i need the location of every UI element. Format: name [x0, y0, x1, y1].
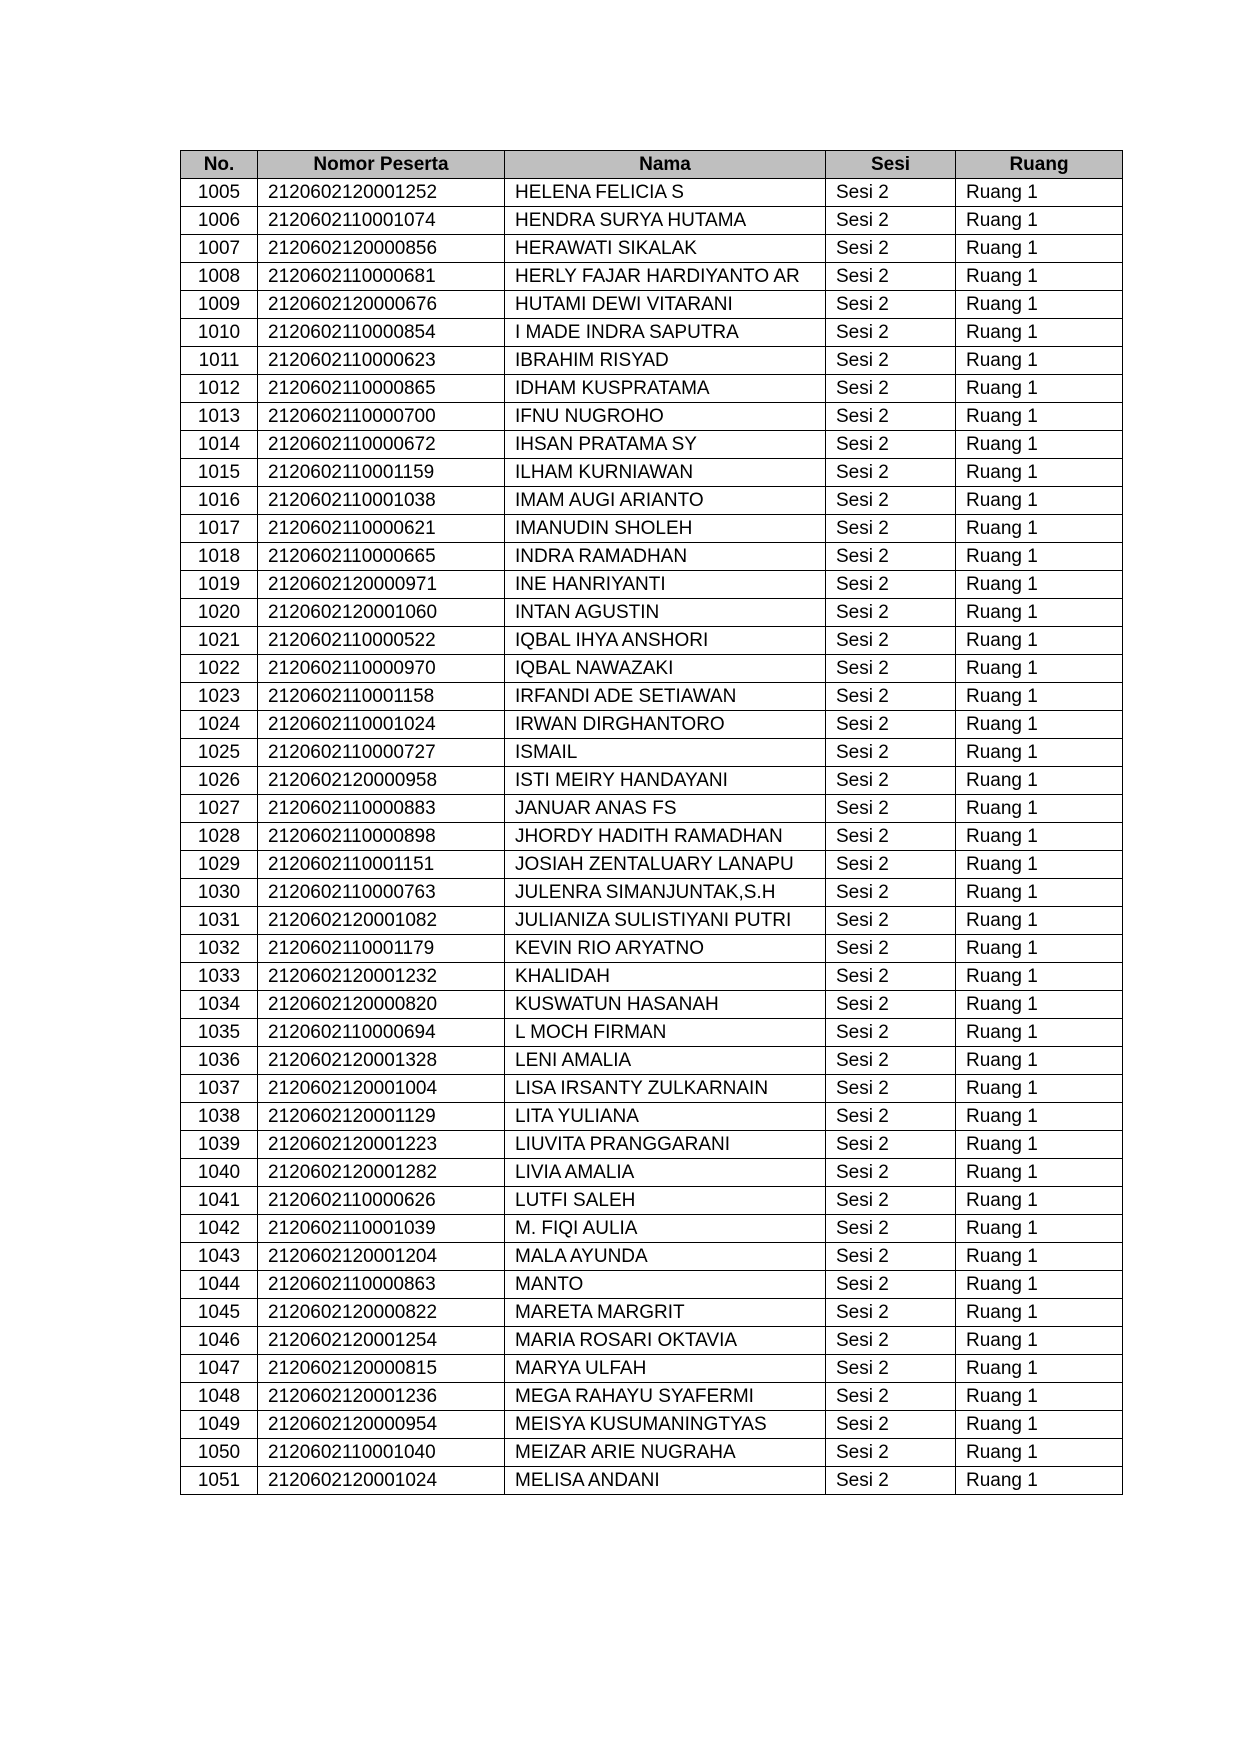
cell-sesi: Sesi 2: [826, 1159, 956, 1187]
cell-no: 1033: [181, 963, 258, 991]
cell-nama: HENDRA SURYA HUTAMA: [505, 207, 826, 235]
cell-sesi: Sesi 2: [826, 683, 956, 711]
cell-nomor-peserta: 2120602120001328: [258, 1047, 505, 1075]
cell-sesi: Sesi 2: [826, 795, 956, 823]
cell-nama: KHALIDAH: [505, 963, 826, 991]
cell-nomor-peserta: 2120602120000822: [258, 1299, 505, 1327]
cell-sesi: Sesi 2: [826, 319, 956, 347]
table-row: [181, 991, 1123, 1019]
cell-nama: MANTO: [505, 1271, 826, 1299]
cell-nama: IMAM AUGI ARIANTO: [505, 487, 826, 515]
cell-nama: IDHAM KUSPRATAMA: [505, 375, 826, 403]
cell-nomor-peserta: 2120602110000621: [258, 515, 505, 543]
table-row: [181, 879, 1123, 907]
cell-sesi: Sesi 2: [826, 1439, 956, 1467]
table-row: [181, 375, 1123, 403]
table-row: [181, 1411, 1123, 1439]
cell-sesi: Sesi 2: [826, 739, 956, 767]
cell-nama: INE HANRIYANTI: [505, 571, 826, 599]
cell-ruang: Ruang 1: [956, 571, 1123, 599]
cell-nama: JULIANIZA SULISTIYANI PUTRI: [505, 907, 826, 935]
cell-nomor-peserta: 2120602110000626: [258, 1187, 505, 1215]
cell-ruang: Ruang 1: [956, 235, 1123, 263]
cell-ruang: Ruang 1: [956, 1243, 1123, 1271]
cell-sesi: Sesi 2: [826, 627, 956, 655]
cell-ruang: Ruang 1: [956, 683, 1123, 711]
cell-no: 1030: [181, 879, 258, 907]
cell-nama: MEISYA KUSUMANINGTYAS: [505, 1411, 826, 1439]
cell-nomor-peserta: 2120602120000676: [258, 291, 505, 319]
cell-nomor-peserta: 2120602120000971: [258, 571, 505, 599]
cell-sesi: Sesi 2: [826, 291, 956, 319]
cell-nomor-peserta: 2120602110000522: [258, 627, 505, 655]
cell-nama: HUTAMI DEWI VITARANI: [505, 291, 826, 319]
cell-ruang: Ruang 1: [956, 543, 1123, 571]
cell-nomor-peserta: 2120602110001038: [258, 487, 505, 515]
table-row: [181, 1075, 1123, 1103]
table-row: [181, 1355, 1123, 1383]
cell-nomor-peserta: 2120602110000865: [258, 375, 505, 403]
cell-nomor-peserta: 2120602120001282: [258, 1159, 505, 1187]
cell-nama: MALA AYUNDA: [505, 1243, 826, 1271]
cell-nomor-peserta: 2120602120000815: [258, 1355, 505, 1383]
cell-sesi: Sesi 2: [826, 207, 956, 235]
cell-no: 1026: [181, 767, 258, 795]
cell-nama: LIVIA AMALIA: [505, 1159, 826, 1187]
cell-nama: I MADE INDRA SAPUTRA: [505, 319, 826, 347]
cell-nama: KUSWATUN HASANAH: [505, 991, 826, 1019]
cell-sesi: Sesi 2: [826, 823, 956, 851]
cell-sesi: Sesi 2: [826, 487, 956, 515]
cell-nomor-peserta: 2120602120001024: [258, 1467, 505, 1495]
cell-no: 1039: [181, 1131, 258, 1159]
cell-no: 1024: [181, 711, 258, 739]
header-ruang: Ruang: [956, 151, 1123, 179]
header-sesi: Sesi: [826, 151, 956, 179]
cell-sesi: Sesi 2: [826, 1271, 956, 1299]
cell-nomor-peserta: 2120602120001223: [258, 1131, 505, 1159]
table-row: [181, 655, 1123, 683]
table-row: [181, 319, 1123, 347]
cell-no: 1005: [181, 179, 258, 207]
table-row: [181, 851, 1123, 879]
cell-nama: IMANUDIN SHOLEH: [505, 515, 826, 543]
cell-ruang: Ruang 1: [956, 207, 1123, 235]
cell-ruang: Ruang 1: [956, 655, 1123, 683]
cell-sesi: Sesi 2: [826, 1327, 956, 1355]
cell-nama: JANUAR ANAS FS: [505, 795, 826, 823]
cell-ruang: Ruang 1: [956, 907, 1123, 935]
table-row: [181, 935, 1123, 963]
cell-nomor-peserta: 2120602120000856: [258, 235, 505, 263]
cell-no: 1017: [181, 515, 258, 543]
cell-no: 1008: [181, 263, 258, 291]
cell-sesi: Sesi 2: [826, 1103, 956, 1131]
cell-ruang: Ruang 1: [956, 263, 1123, 291]
cell-ruang: Ruang 1: [956, 991, 1123, 1019]
cell-ruang: Ruang 1: [956, 179, 1123, 207]
cell-no: 1041: [181, 1187, 258, 1215]
cell-nomor-peserta: 2120602110000898: [258, 823, 505, 851]
cell-nama: LIUVITA PRANGGARANI: [505, 1131, 826, 1159]
cell-no: 1016: [181, 487, 258, 515]
cell-no: 1051: [181, 1467, 258, 1495]
table-row: [181, 207, 1123, 235]
cell-ruang: Ruang 1: [956, 879, 1123, 907]
cell-no: 1029: [181, 851, 258, 879]
cell-nomor-peserta: 2120602110001151: [258, 851, 505, 879]
cell-sesi: Sesi 2: [826, 935, 956, 963]
cell-ruang: Ruang 1: [956, 1187, 1123, 1215]
cell-no: 1038: [181, 1103, 258, 1131]
cell-nomor-peserta: 2120602110000863: [258, 1271, 505, 1299]
cell-no: 1022: [181, 655, 258, 683]
cell-ruang: Ruang 1: [956, 515, 1123, 543]
cell-nama: KEVIN RIO ARYATNO: [505, 935, 826, 963]
table-row: [181, 1299, 1123, 1327]
cell-sesi: Sesi 2: [826, 543, 956, 571]
cell-no: 1049: [181, 1411, 258, 1439]
cell-no: 1027: [181, 795, 258, 823]
cell-ruang: Ruang 1: [956, 487, 1123, 515]
cell-sesi: Sesi 2: [826, 235, 956, 263]
cell-no: 1007: [181, 235, 258, 263]
table-row: [181, 739, 1123, 767]
cell-nomor-peserta: 2120602120001232: [258, 963, 505, 991]
cell-nomor-peserta: 2120602120001236: [258, 1383, 505, 1411]
header-nomor-peserta: Nomor Peserta: [258, 151, 505, 179]
cell-ruang: Ruang 1: [956, 1103, 1123, 1131]
cell-ruang: Ruang 1: [956, 795, 1123, 823]
cell-ruang: Ruang 1: [956, 1019, 1123, 1047]
table-row: [181, 1439, 1123, 1467]
cell-nomor-peserta: 2120602110001179: [258, 935, 505, 963]
header-no: No.: [181, 151, 258, 179]
table-row: [181, 1215, 1123, 1243]
table-row: [181, 347, 1123, 375]
cell-nama: LITA YULIANA: [505, 1103, 826, 1131]
table-row: [181, 1243, 1123, 1271]
cell-ruang: Ruang 1: [956, 851, 1123, 879]
cell-ruang: Ruang 1: [956, 347, 1123, 375]
cell-no: 1018: [181, 543, 258, 571]
participant-table: [180, 150, 1123, 1495]
cell-nomor-peserta: 2120602120001060: [258, 599, 505, 627]
cell-no: 1025: [181, 739, 258, 767]
cell-nomor-peserta: 2120602110000970: [258, 655, 505, 683]
cell-nama: LISA IRSANTY ZULKARNAIN: [505, 1075, 826, 1103]
header-nama: Nama: [505, 151, 826, 179]
table-row: [181, 1467, 1123, 1495]
cell-ruang: Ruang 1: [956, 1383, 1123, 1411]
table-row: [181, 683, 1123, 711]
cell-nomor-peserta: 2120602110000665: [258, 543, 505, 571]
cell-ruang: Ruang 1: [956, 963, 1123, 991]
cell-no: 1014: [181, 431, 258, 459]
cell-nomor-peserta: 2120602110000681: [258, 263, 505, 291]
cell-sesi: Sesi 2: [826, 655, 956, 683]
table-row: [181, 963, 1123, 991]
cell-nama: MEGA RAHAYU SYAFERMI: [505, 1383, 826, 1411]
cell-no: 1047: [181, 1355, 258, 1383]
cell-nama: LUTFI SALEH: [505, 1187, 826, 1215]
cell-nomor-peserta: 2120602110000694: [258, 1019, 505, 1047]
cell-ruang: Ruang 1: [956, 1215, 1123, 1243]
table-row: [181, 823, 1123, 851]
cell-nomor-peserta: 2120602110000700: [258, 403, 505, 431]
cell-nomor-peserta: 2120602120000958: [258, 767, 505, 795]
cell-nama: IQBAL NAWAZAKI: [505, 655, 826, 683]
cell-nama: IRWAN DIRGHANTORO: [505, 711, 826, 739]
table-row: [181, 1383, 1123, 1411]
cell-no: 1020: [181, 599, 258, 627]
cell-ruang: Ruang 1: [956, 1467, 1123, 1495]
cell-sesi: Sesi 2: [826, 907, 956, 935]
cell-ruang: Ruang 1: [956, 1075, 1123, 1103]
table-row: [181, 795, 1123, 823]
cell-sesi: Sesi 2: [826, 711, 956, 739]
cell-nama: JOSIAH ZENTALUARY LANAPU: [505, 851, 826, 879]
table-row: [181, 1019, 1123, 1047]
cell-ruang: Ruang 1: [956, 1439, 1123, 1467]
cell-sesi: Sesi 2: [826, 375, 956, 403]
cell-sesi: Sesi 2: [826, 1047, 956, 1075]
table-row: [181, 459, 1123, 487]
cell-nama: JULENRA SIMANJUNTAK,S.H: [505, 879, 826, 907]
cell-nomor-peserta: 2120602110000763: [258, 879, 505, 907]
table-row: [181, 291, 1123, 319]
cell-nama: MELISA ANDANI: [505, 1467, 826, 1495]
table-row: [181, 1103, 1123, 1131]
table-row: [181, 263, 1123, 291]
cell-no: 1013: [181, 403, 258, 431]
cell-nomor-peserta: 2120602110000883: [258, 795, 505, 823]
cell-nama: L MOCH FIRMAN: [505, 1019, 826, 1047]
cell-nomor-peserta: 2120602110000727: [258, 739, 505, 767]
table-row: [181, 1159, 1123, 1187]
table-row: [181, 487, 1123, 515]
cell-nomor-peserta: 2120602120000820: [258, 991, 505, 1019]
cell-no: 1021: [181, 627, 258, 655]
cell-nama: LENI AMALIA: [505, 1047, 826, 1075]
cell-nomor-peserta: 2120602110000854: [258, 319, 505, 347]
cell-nama: MARIA ROSARI OKTAVIA: [505, 1327, 826, 1355]
table-row: [181, 515, 1123, 543]
table-row: [181, 1327, 1123, 1355]
cell-sesi: Sesi 2: [826, 1299, 956, 1327]
cell-ruang: Ruang 1: [956, 739, 1123, 767]
cell-nama: IBRAHIM RISYAD: [505, 347, 826, 375]
table-row: [181, 1187, 1123, 1215]
table-row: [181, 235, 1123, 263]
cell-nomor-peserta: 2120602120000954: [258, 1411, 505, 1439]
cell-ruang: Ruang 1: [956, 1327, 1123, 1355]
table-row: [181, 431, 1123, 459]
cell-nama: MEIZAR ARIE NUGRAHA: [505, 1439, 826, 1467]
cell-sesi: Sesi 2: [826, 599, 956, 627]
cell-no: 1042: [181, 1215, 258, 1243]
cell-sesi: Sesi 2: [826, 515, 956, 543]
cell-no: 1031: [181, 907, 258, 935]
header-row: [181, 151, 1123, 179]
cell-no: 1019: [181, 571, 258, 599]
cell-sesi: Sesi 2: [826, 879, 956, 907]
cell-sesi: Sesi 2: [826, 263, 956, 291]
cell-no: 1037: [181, 1075, 258, 1103]
cell-no: 1040: [181, 1159, 258, 1187]
cell-ruang: Ruang 1: [956, 627, 1123, 655]
cell-no: 1045: [181, 1299, 258, 1327]
cell-no: 1028: [181, 823, 258, 851]
cell-ruang: Ruang 1: [956, 599, 1123, 627]
cell-ruang: Ruang 1: [956, 1047, 1123, 1075]
cell-nomor-peserta: 2120602110001024: [258, 711, 505, 739]
cell-nama: ILHAM KURNIAWAN: [505, 459, 826, 487]
table-row: [181, 1271, 1123, 1299]
cell-nama: MARETA MARGRIT: [505, 1299, 826, 1327]
cell-nomor-peserta: 2120602110001159: [258, 459, 505, 487]
table-row: [181, 543, 1123, 571]
cell-ruang: Ruang 1: [956, 935, 1123, 963]
cell-sesi: Sesi 2: [826, 179, 956, 207]
cell-sesi: Sesi 2: [826, 1187, 956, 1215]
cell-nomor-peserta: 2120602110001158: [258, 683, 505, 711]
cell-sesi: Sesi 2: [826, 1383, 956, 1411]
cell-sesi: Sesi 2: [826, 991, 956, 1019]
cell-sesi: Sesi 2: [826, 1411, 956, 1439]
cell-nomor-peserta: 2120602120001004: [258, 1075, 505, 1103]
table-row: [181, 627, 1123, 655]
cell-sesi: Sesi 2: [826, 571, 956, 599]
cell-nomor-peserta: 2120602110001040: [258, 1439, 505, 1467]
cell-no: 1010: [181, 319, 258, 347]
table-row: [181, 767, 1123, 795]
cell-sesi: Sesi 2: [826, 851, 956, 879]
cell-no: 1034: [181, 991, 258, 1019]
cell-no: 1036: [181, 1047, 258, 1075]
cell-no: 1012: [181, 375, 258, 403]
table-body: [181, 179, 1123, 1495]
cell-sesi: Sesi 2: [826, 347, 956, 375]
cell-nomor-peserta: 2120602120001129: [258, 1103, 505, 1131]
cell-no: 1044: [181, 1271, 258, 1299]
table-row: [181, 1047, 1123, 1075]
cell-nama: MARYA ULFAH: [505, 1355, 826, 1383]
cell-ruang: Ruang 1: [956, 291, 1123, 319]
cell-nomor-peserta: 2120602120001204: [258, 1243, 505, 1271]
cell-nama: ISTI MEIRY HANDAYANI: [505, 767, 826, 795]
cell-no: 1023: [181, 683, 258, 711]
cell-ruang: Ruang 1: [956, 319, 1123, 347]
cell-nama: IHSAN PRATAMA SY: [505, 431, 826, 459]
cell-ruang: Ruang 1: [956, 1159, 1123, 1187]
cell-no: 1015: [181, 459, 258, 487]
cell-sesi: Sesi 2: [826, 963, 956, 991]
table-row: [181, 711, 1123, 739]
cell-sesi: Sesi 2: [826, 1215, 956, 1243]
cell-ruang: Ruang 1: [956, 403, 1123, 431]
cell-ruang: Ruang 1: [956, 1355, 1123, 1383]
cell-sesi: Sesi 2: [826, 1075, 956, 1103]
cell-nomor-peserta: 2120602120001252: [258, 179, 505, 207]
cell-no: 1009: [181, 291, 258, 319]
table-row: [181, 907, 1123, 935]
cell-nama: INTAN AGUSTIN: [505, 599, 826, 627]
table-row: [181, 571, 1123, 599]
cell-nama: JHORDY HADITH RAMADHAN: [505, 823, 826, 851]
cell-ruang: Ruang 1: [956, 823, 1123, 851]
cell-no: 1050: [181, 1439, 258, 1467]
table-row: [181, 179, 1123, 207]
cell-nomor-peserta: 2120602110000623: [258, 347, 505, 375]
cell-nomor-peserta: 2120602110001039: [258, 1215, 505, 1243]
cell-nama: HELENA FELICIA S: [505, 179, 826, 207]
cell-no: 1035: [181, 1019, 258, 1047]
cell-no: 1011: [181, 347, 258, 375]
cell-no: 1046: [181, 1327, 258, 1355]
cell-sesi: Sesi 2: [826, 1243, 956, 1271]
cell-ruang: Ruang 1: [956, 1411, 1123, 1439]
cell-nomor-peserta: 2120602120001082: [258, 907, 505, 935]
cell-no: 1032: [181, 935, 258, 963]
cell-nomor-peserta: 2120602110000672: [258, 431, 505, 459]
cell-ruang: Ruang 1: [956, 459, 1123, 487]
cell-nama: M. FIQI AULIA: [505, 1215, 826, 1243]
cell-sesi: Sesi 2: [826, 1019, 956, 1047]
cell-sesi: Sesi 2: [826, 431, 956, 459]
cell-sesi: Sesi 2: [826, 1467, 956, 1495]
cell-no: 1043: [181, 1243, 258, 1271]
cell-nomor-peserta: 2120602120001254: [258, 1327, 505, 1355]
cell-no: 1006: [181, 207, 258, 235]
cell-ruang: Ruang 1: [956, 431, 1123, 459]
cell-sesi: Sesi 2: [826, 1131, 956, 1159]
cell-ruang: Ruang 1: [956, 711, 1123, 739]
cell-nama: ISMAIL: [505, 739, 826, 767]
cell-sesi: Sesi 2: [826, 459, 956, 487]
table-row: [181, 403, 1123, 431]
cell-nama: IQBAL IHYA ANSHORI: [505, 627, 826, 655]
cell-sesi: Sesi 2: [826, 767, 956, 795]
cell-ruang: Ruang 1: [956, 375, 1123, 403]
table-row: [181, 599, 1123, 627]
cell-ruang: Ruang 1: [956, 1299, 1123, 1327]
cell-sesi: Sesi 2: [826, 403, 956, 431]
cell-nama: HERLY FAJAR HARDIYANTO AR: [505, 263, 826, 291]
cell-nama: IFNU NUGROHO: [505, 403, 826, 431]
cell-nama: HERAWATI SIKALAK: [505, 235, 826, 263]
cell-sesi: Sesi 2: [826, 1355, 956, 1383]
cell-nomor-peserta: 2120602110001074: [258, 207, 505, 235]
cell-ruang: Ruang 1: [956, 1271, 1123, 1299]
cell-ruang: Ruang 1: [956, 1131, 1123, 1159]
cell-ruang: Ruang 1: [956, 767, 1123, 795]
cell-nama: INDRA RAMADHAN: [505, 543, 826, 571]
table-row: [181, 1131, 1123, 1159]
cell-nama: IRFANDI ADE SETIAWAN: [505, 683, 826, 711]
cell-no: 1048: [181, 1383, 258, 1411]
